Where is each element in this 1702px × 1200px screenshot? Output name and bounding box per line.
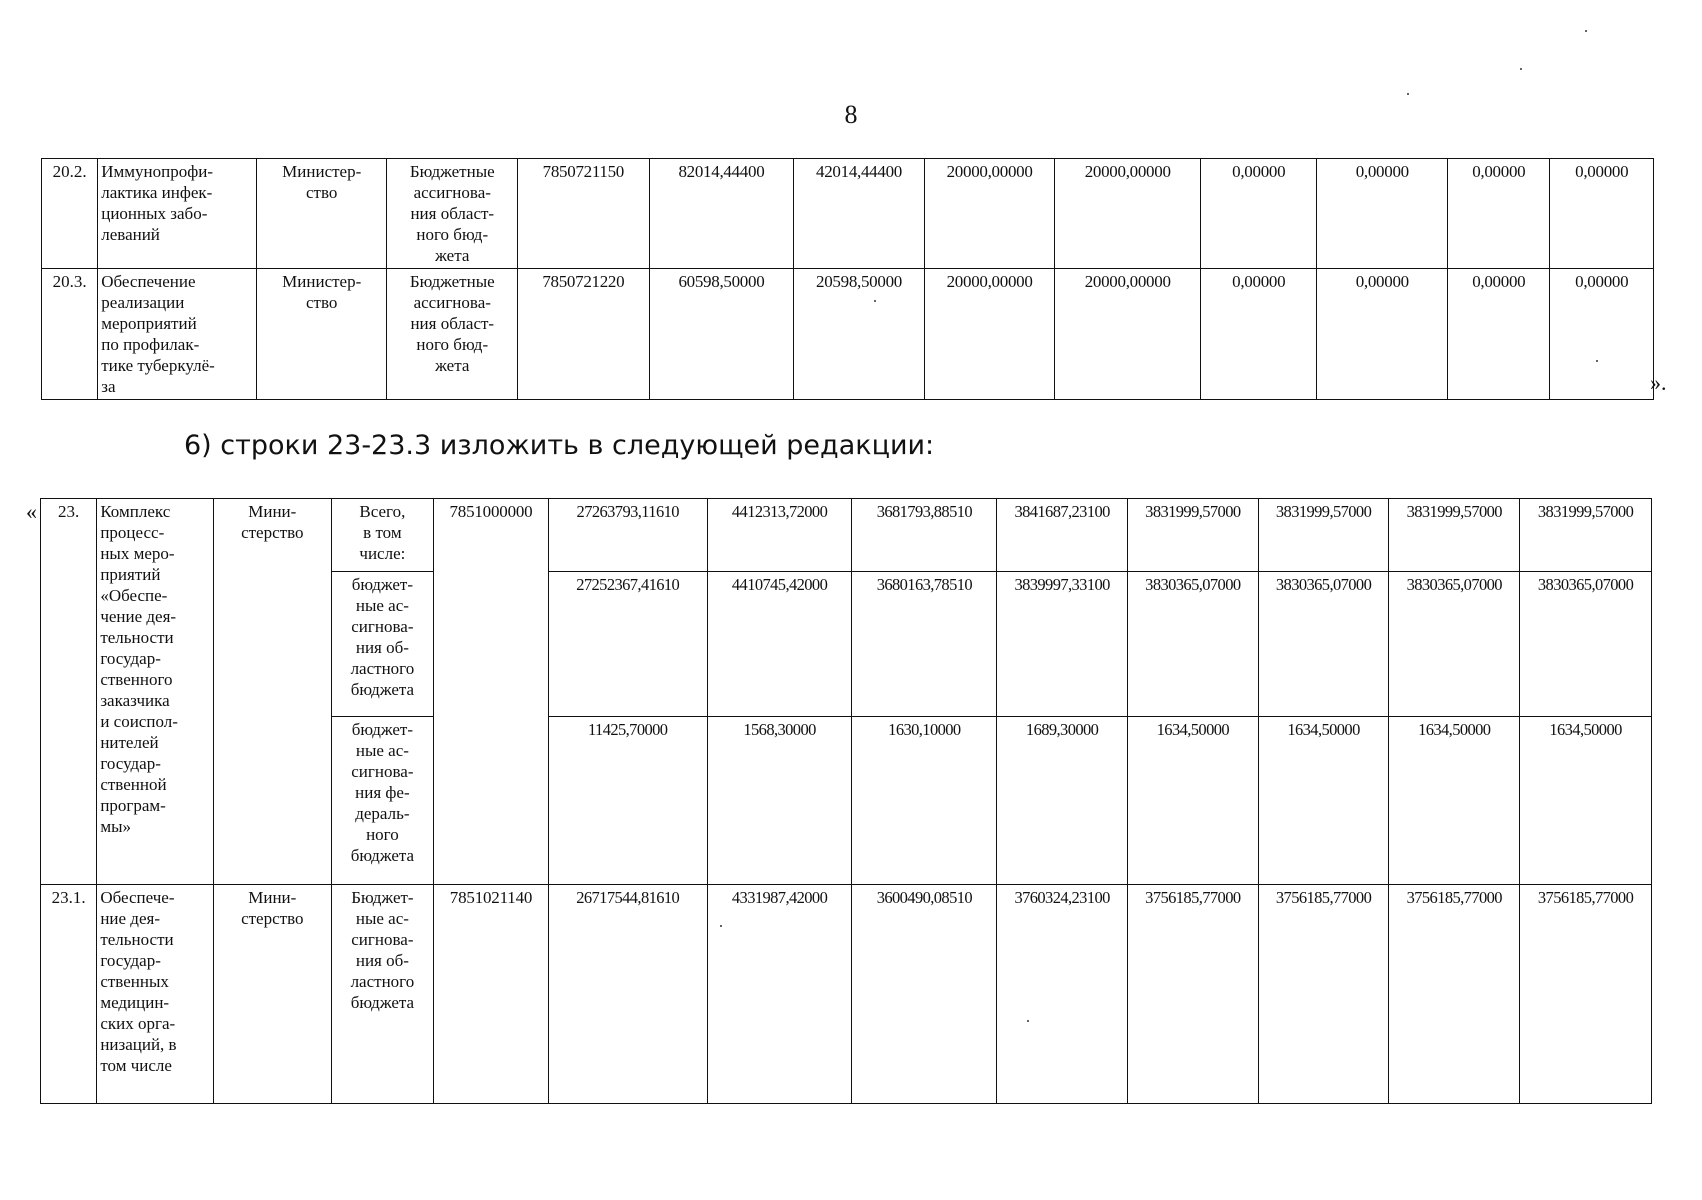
value-cell: 82014,44400 [649, 159, 794, 269]
section-heading: 6) строки 23-23.3 изложить в следующей редакции: [184, 430, 935, 461]
value-cell: 3839997,33100 [997, 572, 1128, 717]
value-cell: 0,00000 [1550, 269, 1654, 400]
value-cell: 4331987,42000 [707, 885, 852, 1104]
closing-quote: ». [1650, 370, 1667, 395]
row-code: 7850721150 [518, 159, 650, 269]
value-cell: 1568,30000 [707, 717, 852, 885]
row-code: 7851000000 [434, 499, 549, 885]
value-cell: 3830365,07000 [1258, 572, 1389, 717]
value-cell: 26717544,81610 [548, 885, 707, 1104]
value-cell: 3831999,57000 [1389, 499, 1520, 572]
row-code: 7850721220 [518, 269, 650, 400]
scan-speck [1520, 68, 1522, 70]
scan-speck [1596, 360, 1598, 362]
value-cell: 3681793,88510 [852, 499, 997, 572]
value-cell: 0,00000 [1200, 269, 1317, 400]
row-source: Бюджетные ассигнова- ния област- ного бюд- жета [387, 269, 518, 400]
value-cell: 4410745,42000 [707, 572, 852, 717]
value-cell: 27263793,11610 [548, 499, 707, 572]
value-cell: 1634,50000 [1520, 717, 1652, 885]
value-cell: 20000,00000 [924, 269, 1055, 400]
value-cell: 3830365,07000 [1389, 572, 1520, 717]
page-number: 8 [844, 100, 858, 129]
table-row-20-3 [42, 269, 1654, 400]
value-cell: 3600490,08510 [852, 885, 997, 1104]
value-cell: 3760324,23100 [997, 885, 1128, 1104]
row-name: Комплекс процесс- ных меро- приятий «Обеспе- чение дея- тельности государ- ственного заказчика и соиспол- нителей государ- ственной програм- мы» [97, 499, 214, 885]
value-cell: 1689,30000 [997, 717, 1128, 885]
value-cell: 1634,50000 [1127, 717, 1258, 885]
value-cell: 3756185,77000 [1389, 885, 1520, 1104]
scan-speck [874, 300, 876, 302]
row-number: 23.1. [41, 885, 97, 1104]
value-cell: 0,00000 [1448, 269, 1550, 400]
row-source: бюджет- ные ас- сигнова- ния фе- дераль- ного бюджета [331, 717, 434, 885]
value-cell: 3841687,23100 [997, 499, 1128, 572]
value-cell: 20000,00000 [1055, 159, 1201, 269]
row-executor: Министер- ство [256, 269, 387, 400]
value-cell: 0,00000 [1317, 159, 1448, 269]
value-cell: 3831999,57000 [1127, 499, 1258, 572]
value-cell: 1634,50000 [1258, 717, 1389, 885]
value-cell: 0,00000 [1448, 159, 1550, 269]
row-name: Обеспечение реализации мероприятий по профилак- тике туберкулё- за [98, 269, 257, 400]
scan-speck [1407, 93, 1409, 95]
value-cell: 3756185,77000 [1258, 885, 1389, 1104]
row-number: 20.2. [42, 159, 98, 269]
value-cell: 3680163,78510 [852, 572, 997, 717]
value-cell: 27252367,41610 [548, 572, 707, 717]
row-source: Бюджет- ные ас- сигнова- ния об- ластного бюджета [331, 885, 434, 1104]
value-cell: 3830365,07000 [1127, 572, 1258, 717]
value-cell: 1630,10000 [852, 717, 997, 885]
budget-table-continued [41, 158, 1654, 400]
row-executor: Мини- стерство [213, 499, 331, 885]
row-number: 23. [41, 499, 97, 885]
value-cell: 3756185,77000 [1520, 885, 1652, 1104]
row-source: Бюджетные ассигнова- ния област- ного бюд- жета [387, 159, 518, 269]
value-cell: 0,00000 [1550, 159, 1654, 269]
row-source: бюджет- ные ас- сигнова- ния об- ластного бюджета [331, 572, 434, 717]
value-cell: 0,00000 [1317, 269, 1448, 400]
value-cell: 60598,50000 [649, 269, 794, 400]
value-cell: 20000,00000 [924, 159, 1055, 269]
row-source: Всего, в том числе: [331, 499, 434, 572]
value-cell: 11425,70000 [548, 717, 707, 885]
value-cell: 3830365,07000 [1520, 572, 1652, 717]
value-cell: 4412313,72000 [707, 499, 852, 572]
value-cell: 0,00000 [1200, 159, 1317, 269]
budget-table-23 [40, 498, 1652, 1104]
scan-speck [1585, 30, 1587, 32]
table-row-20-2 [42, 159, 1654, 269]
value-cell: 3831999,57000 [1258, 499, 1389, 572]
row-name: Иммунопрофи- лактика инфек- ционных забо- леваний [98, 159, 257, 269]
table-row-23-total [41, 499, 1652, 572]
scan-speck [1027, 1020, 1029, 1022]
value-cell: 20000,00000 [1055, 269, 1201, 400]
row-number: 20.3. [42, 269, 98, 400]
row-executor: Министер- ство [256, 159, 387, 269]
value-cell: 20598,50000 [794, 269, 925, 400]
opening-quote: « [26, 499, 37, 524]
scan-speck [720, 925, 722, 927]
value-cell: 3831999,57000 [1520, 499, 1652, 572]
value-cell: 1634,50000 [1389, 717, 1520, 885]
table-row-23-1 [41, 885, 1652, 1104]
value-cell: 3756185,77000 [1127, 885, 1258, 1104]
row-name: Обеспече- ние дея- тельности государ- ственных медицин- ских орга- низаций, в том числе [97, 885, 214, 1104]
value-cell: 42014,44400 [794, 159, 925, 269]
row-code: 7851021140 [434, 885, 549, 1104]
row-executor: Мини- стерство [213, 885, 331, 1104]
